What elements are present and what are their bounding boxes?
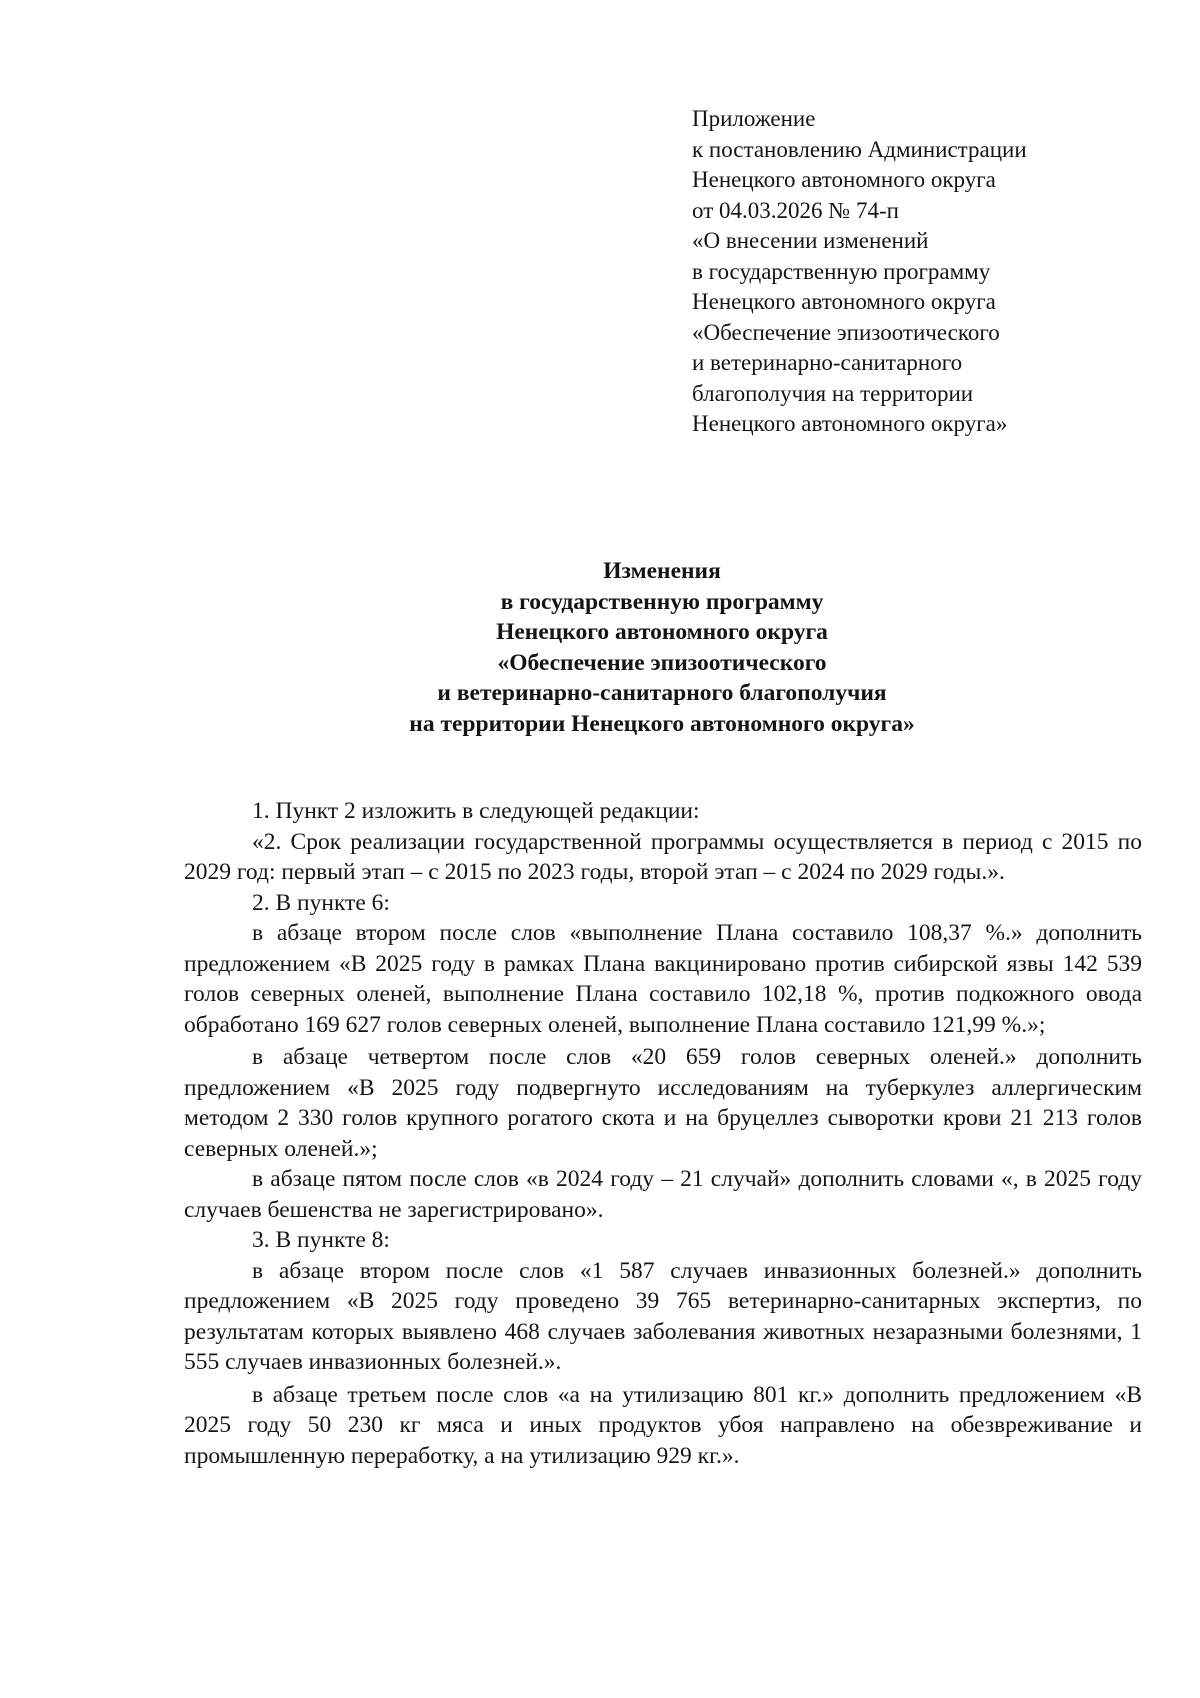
appendix-line: Приложение [692,106,816,131]
appendix-line: в государственную программу [692,258,991,284]
title-line: на территории Ненецкого автономного округа» [409,710,915,737]
paragraph-item-2-para-5: в абзаце пятом после слов «в 2024 году – 21 случай» дополнить словами «, в 2025 году случаев бешенства не зарегистрировано». [184,1166,1142,1223]
title-line: в государственную программу [500,588,824,615]
appendix-line: Ненецкого автономного округа» [692,411,1008,436]
appendix-line: и ветеринарно-санитарного [692,350,963,375]
title-line: Ненецкого автономного округа [496,619,828,645]
appendix-line: «Обеспечение эпизоотического [692,319,1000,345]
title-line: Изменения [603,558,721,584]
paragraph-item-3: 3. В пункте 8: [252,1227,390,1253]
appendix-line: Ненецкого автономного округа [692,289,996,314]
appendix-line: к постановлению Администрации [692,136,1027,162]
title-line: и ветеринарно-санитарного благополучия [437,680,887,706]
paragraph-item-3-para-3: в абзаце третьем после слов «а на утилизацию 801 кг.» дополнить предложением «В 2025 году 50 230 кг мяса и иных продуктов убоя направлено на обезвреживание и промышленную переработку, а на утилизацию 929 кг.». [184,1381,1142,1469]
title-line: «Обеспечение эпизоотического [497,649,827,676]
paragraph-item-3-para-2: в абзаце втором после слов «1 587 случаев инвазионных болезней.» дополнить предложением «В 2025 году проведено 39 765 ветеринарно-санитарных экспертиз, по результатам которых выявлено 468 случаев заболевания животных незаразными болезнями, 1 555 случаев инвазионных болезней.». [184,1257,1142,1375]
document-title [184,556,1140,739]
paragraph-item-1-text: «2. Срок реализации государственной программы осуществляется в период с 2015 по 2029 год: первый этап – с 2015 по 2023 годы, второй этап – с 2024 по 2029 годы.». [184,828,1142,885]
paragraph-item-2: 2. В пункте 6: [252,889,390,916]
appendix-line: благополучия на территории [692,380,974,406]
paragraph-item-2-para-4: в абзаце четвертом после слов «20 659 голов северных оленей.» дополнить предложением «В 2025 году подвергнуто исследованиям на туберкулез аллергическим методом 2 330 голов крупного рогатого скота и на бруцеллез сыворотки крови 21 213 голов северных оленей.»; [184,1044,1142,1162]
paragraph-item-2-para-2: в абзаце втором после слов «выполнение Плана составило 108,37 %.» дополнить предложением «В 2025 году в рамках Плана вакцинировано против сибирской язвы 142 539 голов северных оленей, выполнение Плана составило 102,18 %, против подкожного овода обработано 169 627 голов северных оленей, выполнение Плана составило 121,99 %.»; [184,920,1142,1038]
appendix-line: Ненецкого автономного округа [692,167,996,192]
document-body [184,796,1142,1471]
paragraph-item-1: 1. Пункт 2 изложить в следующей редакции: [252,798,700,824]
appendix-line: от 04.03.2026 № 74-п [692,197,899,223]
appendix-header [692,104,1162,440]
appendix-line: «О внесении изменений [692,228,929,253]
